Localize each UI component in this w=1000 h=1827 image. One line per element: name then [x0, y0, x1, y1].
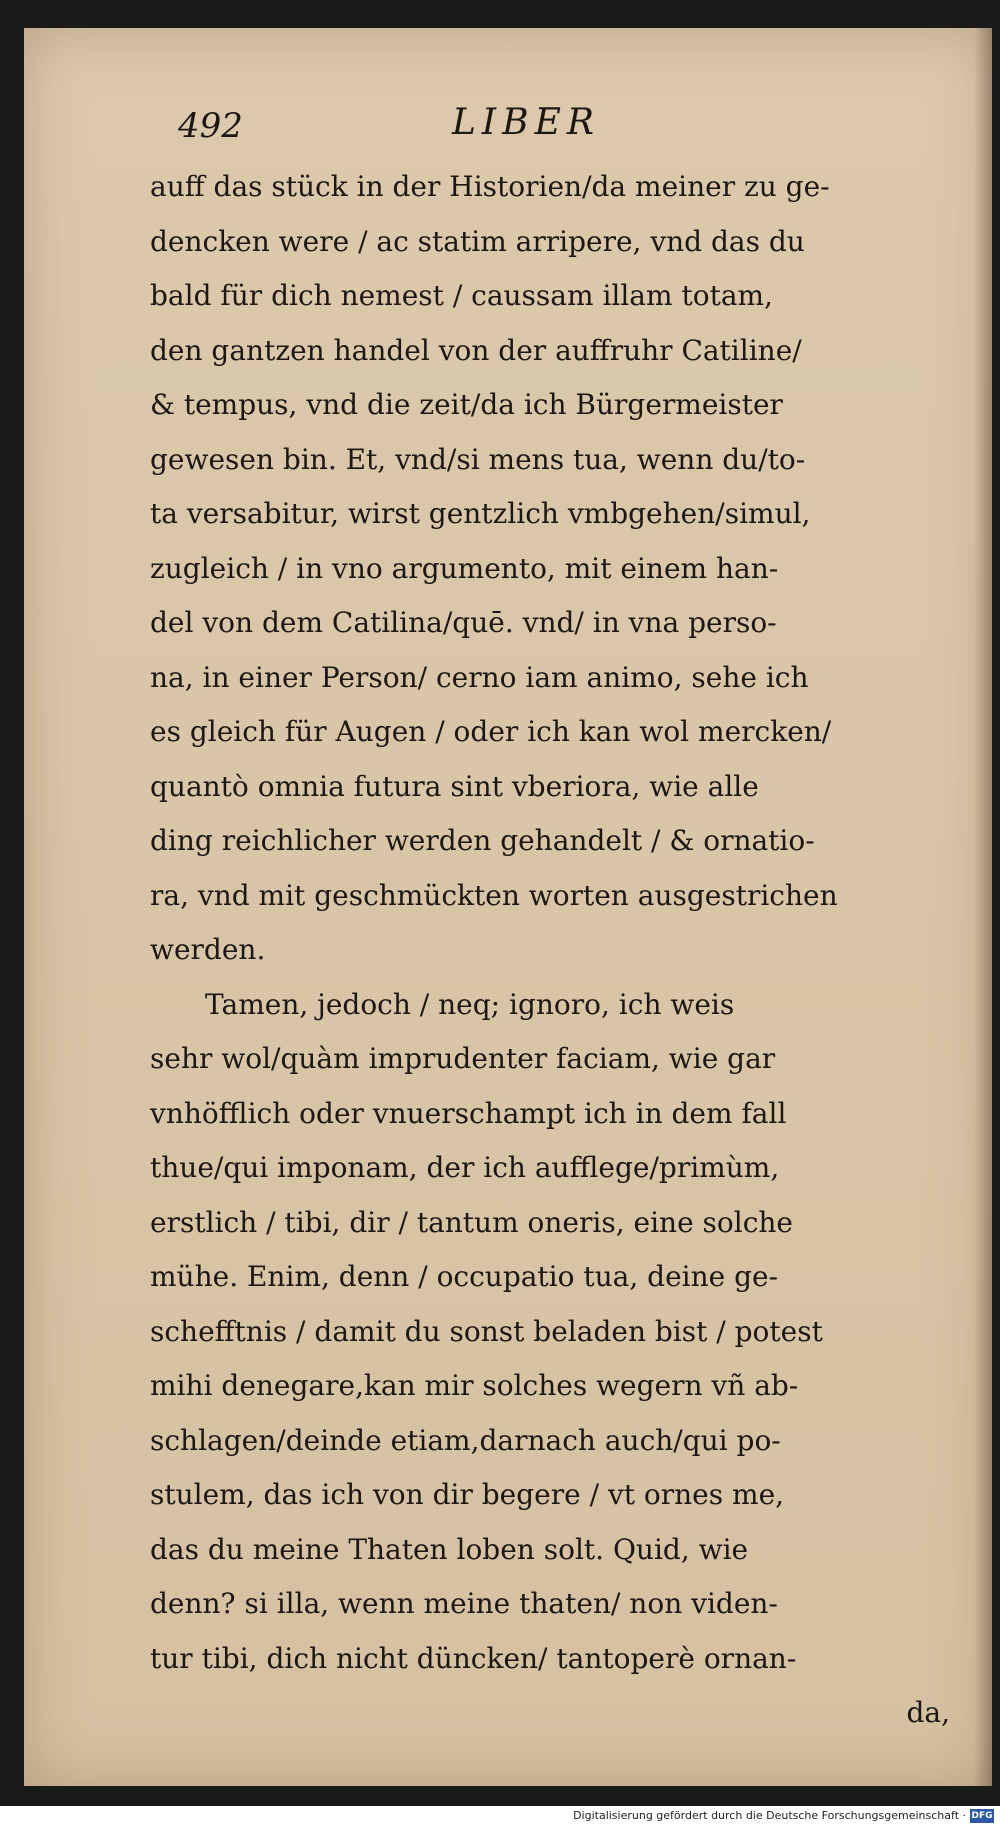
text-line: na, in einer Person/ cerno iam animo, sehe ich	[150, 660, 809, 694]
text-line: mühe. Enim, denn / occupatio tua, deine ge-	[150, 1260, 779, 1293]
text-line: schlagen/deinde etiam,darnach auch/qui po-	[150, 1423, 781, 1457]
text-line: es gleich für Augen / oder ich kan wol mercken/	[150, 715, 832, 748]
text-line: thue/qui imponam, der ich aufflege/primùm,	[150, 1151, 780, 1184]
text-line: das du meine Thaten loben solt. Quid, wie	[150, 1532, 749, 1566]
text-line: schefftnis / damit du sonst beladen bist / potest	[150, 1314, 823, 1348]
body-text	[150, 160, 950, 1741]
dfg-logo: DFG	[971, 1811, 993, 1821]
text-line: den gantzen handel von der auffruhr Catiline/	[150, 333, 802, 367]
text-line: sehr wol/quàm imprudenter faciam, wie gar	[150, 1042, 776, 1075]
paragraph-start-line: Tamen, jedoch / neq; ignoro, ich weis	[205, 987, 735, 1021]
text-line: ta versabitur, wirst gentzlich vmbgehen/simul,	[150, 497, 811, 530]
text-line: werden.	[150, 933, 266, 966]
text-line: erstlich / tibi, dir / tantum oneris, eine solche	[150, 1205, 794, 1239]
text-line: stulem, das ich von dir begere / vt ornes me,	[150, 1478, 785, 1511]
text-line: auff das stück in der Historien/da meiner zu ge-	[150, 170, 830, 203]
footer-bar	[0, 1806, 1000, 1827]
funding-credit: Digitalisierung gefördert durch die Deutsche Forschungsgemeinschaft ·	[573, 1809, 966, 1822]
text-line: tur tibi, dich nicht düncken/ tantoperè ornan-	[150, 1641, 797, 1675]
text-line: zugleich / in vno argumento, mit einem han-	[150, 551, 779, 585]
text-line: ding reichlicher werden gehandelt / & ornatio-	[150, 824, 815, 857]
text-line: dencken were / ac statim arripere, vnd das du	[150, 224, 805, 258]
text-line: bald für dich nemest / caussam illam totam,	[150, 279, 773, 312]
text-line: denn? si illa, wenn meine thaten/ non viden-	[150, 1587, 778, 1620]
catchword: da,	[906, 1696, 950, 1729]
text-line: del von dem Catilina/quē. vnd/ in vna perso-	[150, 606, 777, 639]
running-head	[152, 100, 942, 160]
text-line: vnhöfflich oder vnuerschampt ich in dem fall	[150, 1096, 787, 1130]
text-line: gewesen bin. Et, vnd/si mens tua, wenn du/to-	[150, 442, 806, 476]
text-line: quantò omnia futura sint vberiora, wie alle	[150, 769, 759, 803]
running-title: LIBER	[452, 102, 600, 143]
text-line: mihi denegare,kan mir solches wegern vñ ab-	[150, 1369, 799, 1402]
page-edge-shadow	[974, 28, 992, 1786]
page-number: 492	[178, 106, 243, 146]
text-line: ra, vnd mit geschmückten worten ausgestrichen	[150, 878, 838, 912]
text-line: & tempus, vnd die zeit/da ich Bürgermeister	[150, 388, 783, 421]
